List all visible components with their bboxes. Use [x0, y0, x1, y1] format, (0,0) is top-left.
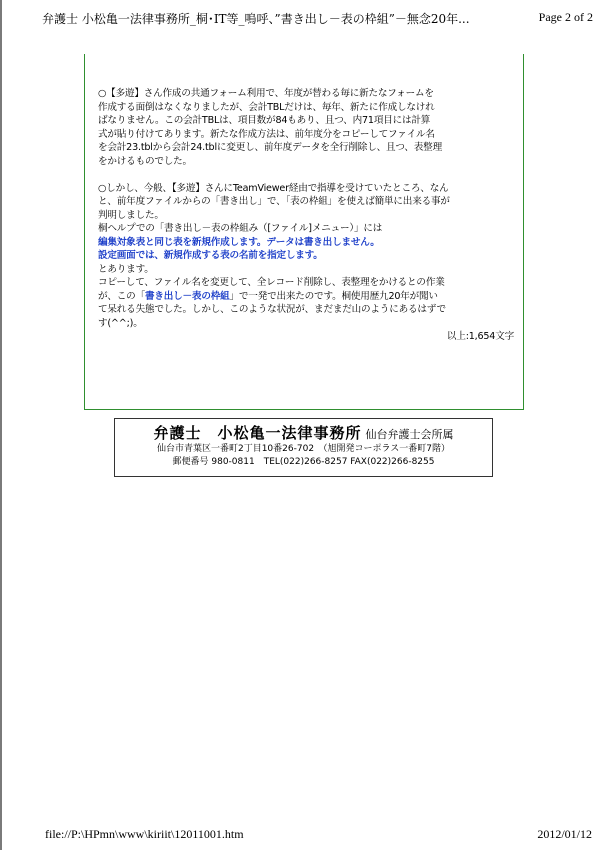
footer-file-url: file://P:\HPmn\www\kiriit\12011001.htm	[45, 827, 244, 841]
page-left-edge	[0, 0, 2, 850]
header-title: 弁護士 小松亀一法律事務所_桐･IT等_嗚呼、”書き出し－表の枠組”－無念20年...	[42, 12, 470, 26]
paragraph-line: ○しかし、今般、【多遊】さんにTeamViewer経由で指導を受けていたところ、なん	[98, 182, 449, 194]
paragraph-line: を会計23.tblから会計24.tblに変更し、前年度データを全行削除し、且つ、表整理	[98, 142, 442, 153]
paragraph-line: をかけるものでした。	[98, 155, 192, 167]
paragraph-line: 式が貼り付けてあります。新たな作成方法は、前年度分をコピーしてファイル名	[98, 128, 435, 140]
firm-name: 弁護士 小松亀一法律事務所	[153, 424, 362, 442]
firm-name-line	[115, 422, 492, 443]
paragraph-line: 判明しました。	[98, 209, 164, 221]
paragraph-line: と、前年度ファイルからの「書き出し」で、「表の枠組」を使えば簡単に出来る事が	[98, 196, 450, 207]
paragraph-gap	[98, 168, 514, 182]
firm-business-card	[114, 418, 493, 477]
help-quote-line: 設定画面では、新規作成する表の名前を指定します。	[98, 250, 323, 261]
firm-contact: 郵便番号 980-0811 TEL(022)266-8257 FAX(022)266-8255	[172, 457, 435, 467]
paragraph-line: とあります。	[98, 263, 154, 275]
footer-print-date: 2012/01/12	[537, 827, 592, 841]
character-count: 以上:1,654文字	[446, 331, 514, 342]
bar-association: 仙台弁護士会所属	[365, 428, 454, 441]
paragraph-line: 作成する面倒はなくなりましたが、会計TBLだけは、毎年、新たに作成しなけれ	[98, 101, 435, 113]
page-indicator: Page 2 of 2	[538, 10, 593, 24]
firm-address: 仙台市青葉区一番町2丁目10番26-702 （旭開発コーポラス一番町7階）	[156, 444, 450, 454]
text-fragment: が、この「	[98, 290, 145, 302]
paragraph-line	[98, 290, 514, 304]
help-quote-line: 編集対象表と同じ表を新規作成します。データは書き出しません。	[98, 236, 380, 248]
emphasis-text: 書き出し－表の枠組	[144, 290, 230, 302]
paragraph-line: 桐ヘルプでの「書き出し－表の枠組み（[ファイル]メニュー）」には	[98, 223, 383, 234]
text-fragment: 」で一発で出来たのです。桐使用歴九20年が聞い	[229, 290, 438, 302]
paragraph-line: ○【多遊】さん作成の共通フォーム利用で、年度が替わる毎に新たなフォームを	[98, 88, 434, 99]
paragraph-line: す(^^;)。	[98, 317, 143, 329]
print-header	[0, 0, 603, 34]
paragraph-line: て呆れる失態でした。しかし、このような状況が、まだまだ山のようにあるはずで	[98, 304, 446, 315]
article-body	[98, 87, 514, 344]
paragraph-line: ばなりません。この会計TBLは、項目数が84もあり、且つ、内71項目には計算	[98, 115, 431, 126]
paragraph-line: コピーして、ファイル名を変更して、全レコード削除し、表整理をかけるとの作業	[98, 277, 445, 288]
